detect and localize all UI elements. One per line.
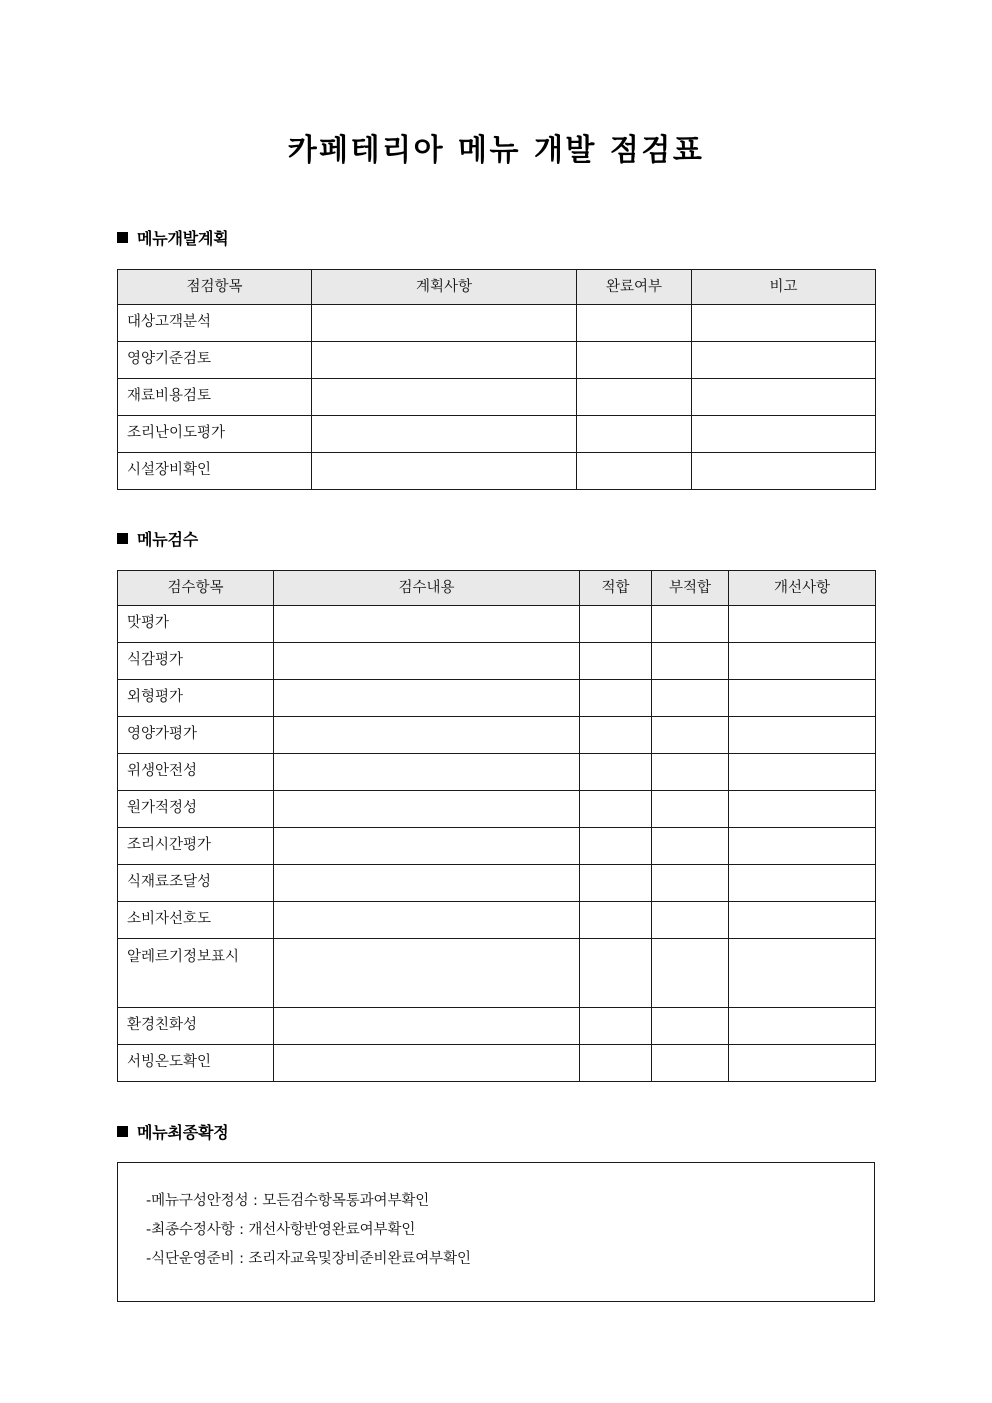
cell-completion-status[interactable]	[577, 453, 692, 490]
table-row	[118, 416, 876, 453]
table-row	[118, 305, 876, 342]
section-heading-menu-inspection	[117, 527, 875, 550]
table-row	[118, 453, 876, 490]
cell-inspection-content[interactable]	[274, 1045, 580, 1082]
table-row	[118, 828, 876, 865]
row-label: 시설장비확인	[118, 453, 312, 490]
cell-pass[interactable]	[580, 865, 652, 902]
table-row	[118, 791, 876, 828]
cell-pass[interactable]	[580, 939, 652, 1008]
table-row	[118, 717, 876, 754]
cell-completion-status[interactable]	[577, 342, 692, 379]
table-row	[118, 1008, 876, 1045]
row-label: 식재료조달성	[118, 865, 274, 902]
cell-plan-details[interactable]	[312, 342, 577, 379]
filled-square-icon	[117, 232, 128, 243]
cell-fail[interactable]	[652, 865, 729, 902]
final-note-line: -최종수정사항 : 개선사항반영완료여부확인	[146, 1222, 416, 1238]
row-label: 대상고객분석	[118, 305, 312, 342]
table-header-row	[118, 571, 876, 606]
column-header-remarks: 비고	[692, 270, 876, 305]
row-label: 조리시간평가	[118, 828, 274, 865]
row-label: 맛평가	[118, 606, 274, 643]
cell-pass[interactable]	[580, 754, 652, 791]
row-label: 식감평가	[118, 643, 274, 680]
cell-remarks[interactable]	[692, 342, 876, 379]
cell-plan-details[interactable]	[312, 453, 577, 490]
cell-improvements[interactable]	[729, 939, 876, 1008]
section-heading-menu-development-plan	[117, 226, 875, 249]
table-row	[118, 902, 876, 939]
row-label: 조리난이도평가	[118, 416, 312, 453]
section-menu-final-confirmation	[117, 1120, 875, 1302]
cell-improvements[interactable]	[729, 754, 876, 791]
column-header-inspection-item: 검수항목	[118, 571, 274, 606]
cell-improvements[interactable]	[729, 902, 876, 939]
row-label: 원가적정성	[118, 791, 274, 828]
table-row	[118, 643, 876, 680]
page-title: 카페테리아 메뉴 개발 점검표	[287, 133, 705, 168]
cell-remarks[interactable]	[692, 379, 876, 416]
cell-fail[interactable]	[652, 717, 729, 754]
cell-improvements[interactable]	[729, 828, 876, 865]
cell-completion-status[interactable]	[577, 305, 692, 342]
cell-completion-status[interactable]	[577, 416, 692, 453]
cell-inspection-content[interactable]	[274, 754, 580, 791]
cell-pass[interactable]	[580, 1045, 652, 1082]
cell-inspection-content[interactable]	[274, 791, 580, 828]
cell-improvements[interactable]	[729, 606, 876, 643]
row-label: 외형평가	[118, 680, 274, 717]
final-note-line: -메뉴구성안정성 : 모든검수항목통과여부확인	[146, 1193, 430, 1209]
column-header-check-item: 점검항목	[118, 270, 312, 305]
cell-pass[interactable]	[580, 791, 652, 828]
cell-plan-details[interactable]	[312, 416, 577, 453]
cell-inspection-content[interactable]	[274, 939, 580, 1008]
final-note-line: -식단운영준비 : 조리자교육및장비준비완료여부확인	[146, 1251, 471, 1267]
cell-pass[interactable]	[580, 717, 652, 754]
cell-fail[interactable]	[652, 902, 729, 939]
cell-improvements[interactable]	[729, 791, 876, 828]
row-label: 알레르기정보표시	[118, 939, 274, 1008]
section-menu-development-plan	[117, 226, 875, 490]
section-heading-label: 메뉴개발계획	[137, 229, 229, 248]
cell-fail[interactable]	[652, 1008, 729, 1045]
cell-inspection-content[interactable]	[274, 828, 580, 865]
final-confirmation-box[interactable]	[117, 1162, 875, 1302]
row-label: 재료비용검토	[118, 379, 312, 416]
cell-improvements[interactable]	[729, 1045, 876, 1082]
table-row	[118, 1045, 876, 1082]
row-label: 위생안전성	[118, 754, 274, 791]
cell-pass[interactable]	[580, 680, 652, 717]
column-header-pass: 적합	[580, 571, 652, 606]
table-row	[118, 680, 876, 717]
cell-improvements[interactable]	[729, 643, 876, 680]
cell-inspection-content[interactable]	[274, 902, 580, 939]
cell-remarks[interactable]	[692, 416, 876, 453]
cell-plan-details[interactable]	[312, 305, 577, 342]
cell-remarks[interactable]	[692, 453, 876, 490]
table-row	[118, 754, 876, 791]
row-label: 환경친화성	[118, 1008, 274, 1045]
cell-inspection-content[interactable]	[274, 606, 580, 643]
row-label: 영양기준검토	[118, 342, 312, 379]
table-row	[118, 606, 876, 643]
section-heading-menu-final-confirmation	[117, 1120, 875, 1143]
row-label: 영양가평가	[118, 717, 274, 754]
cell-fail[interactable]	[652, 1045, 729, 1082]
table-header-row	[118, 270, 876, 305]
cell-pass[interactable]	[580, 606, 652, 643]
cell-fail[interactable]	[652, 828, 729, 865]
cell-improvements[interactable]	[729, 680, 876, 717]
cell-pass[interactable]	[580, 828, 652, 865]
cell-improvements[interactable]	[729, 865, 876, 902]
cell-remarks[interactable]	[692, 305, 876, 342]
cell-fail[interactable]	[652, 606, 729, 643]
cell-improvements[interactable]	[729, 717, 876, 754]
cell-inspection-content[interactable]	[274, 1008, 580, 1045]
cell-fail[interactable]	[652, 754, 729, 791]
cell-inspection-content[interactable]	[274, 717, 580, 754]
section-menu-inspection	[117, 527, 875, 1082]
column-header-fail: 부적합	[652, 571, 729, 606]
table-row	[118, 939, 876, 1008]
cell-inspection-content[interactable]	[274, 643, 580, 680]
section-heading-label: 메뉴검수	[137, 530, 199, 549]
cell-pass[interactable]	[580, 902, 652, 939]
column-header-plan-details: 계획사항	[312, 270, 577, 305]
cell-fail[interactable]	[652, 643, 729, 680]
cell-improvements[interactable]	[729, 1008, 876, 1045]
cell-fail[interactable]	[652, 939, 729, 1008]
table-row	[118, 342, 876, 379]
filled-square-icon	[117, 1126, 128, 1137]
section-heading-label: 메뉴최종확정	[137, 1123, 229, 1142]
cell-pass[interactable]	[580, 643, 652, 680]
cell-inspection-content[interactable]	[274, 680, 580, 717]
column-header-inspection-content: 검수내용	[274, 571, 580, 606]
menu-inspection-table	[117, 570, 876, 1082]
cell-pass[interactable]	[580, 1008, 652, 1045]
column-header-improvements: 개선사항	[729, 571, 876, 606]
cell-plan-details[interactable]	[312, 379, 577, 416]
column-header-completion-status: 완료여부	[577, 270, 692, 305]
cell-fail[interactable]	[652, 791, 729, 828]
cell-completion-status[interactable]	[577, 379, 692, 416]
cell-inspection-content[interactable]	[274, 865, 580, 902]
row-label: 서빙온도확인	[118, 1045, 274, 1082]
menu-development-plan-table	[117, 269, 876, 490]
row-label: 소비자선호도	[118, 902, 274, 939]
filled-square-icon	[117, 533, 128, 544]
table-row	[118, 379, 876, 416]
table-row	[118, 865, 876, 902]
cell-fail[interactable]	[652, 680, 729, 717]
